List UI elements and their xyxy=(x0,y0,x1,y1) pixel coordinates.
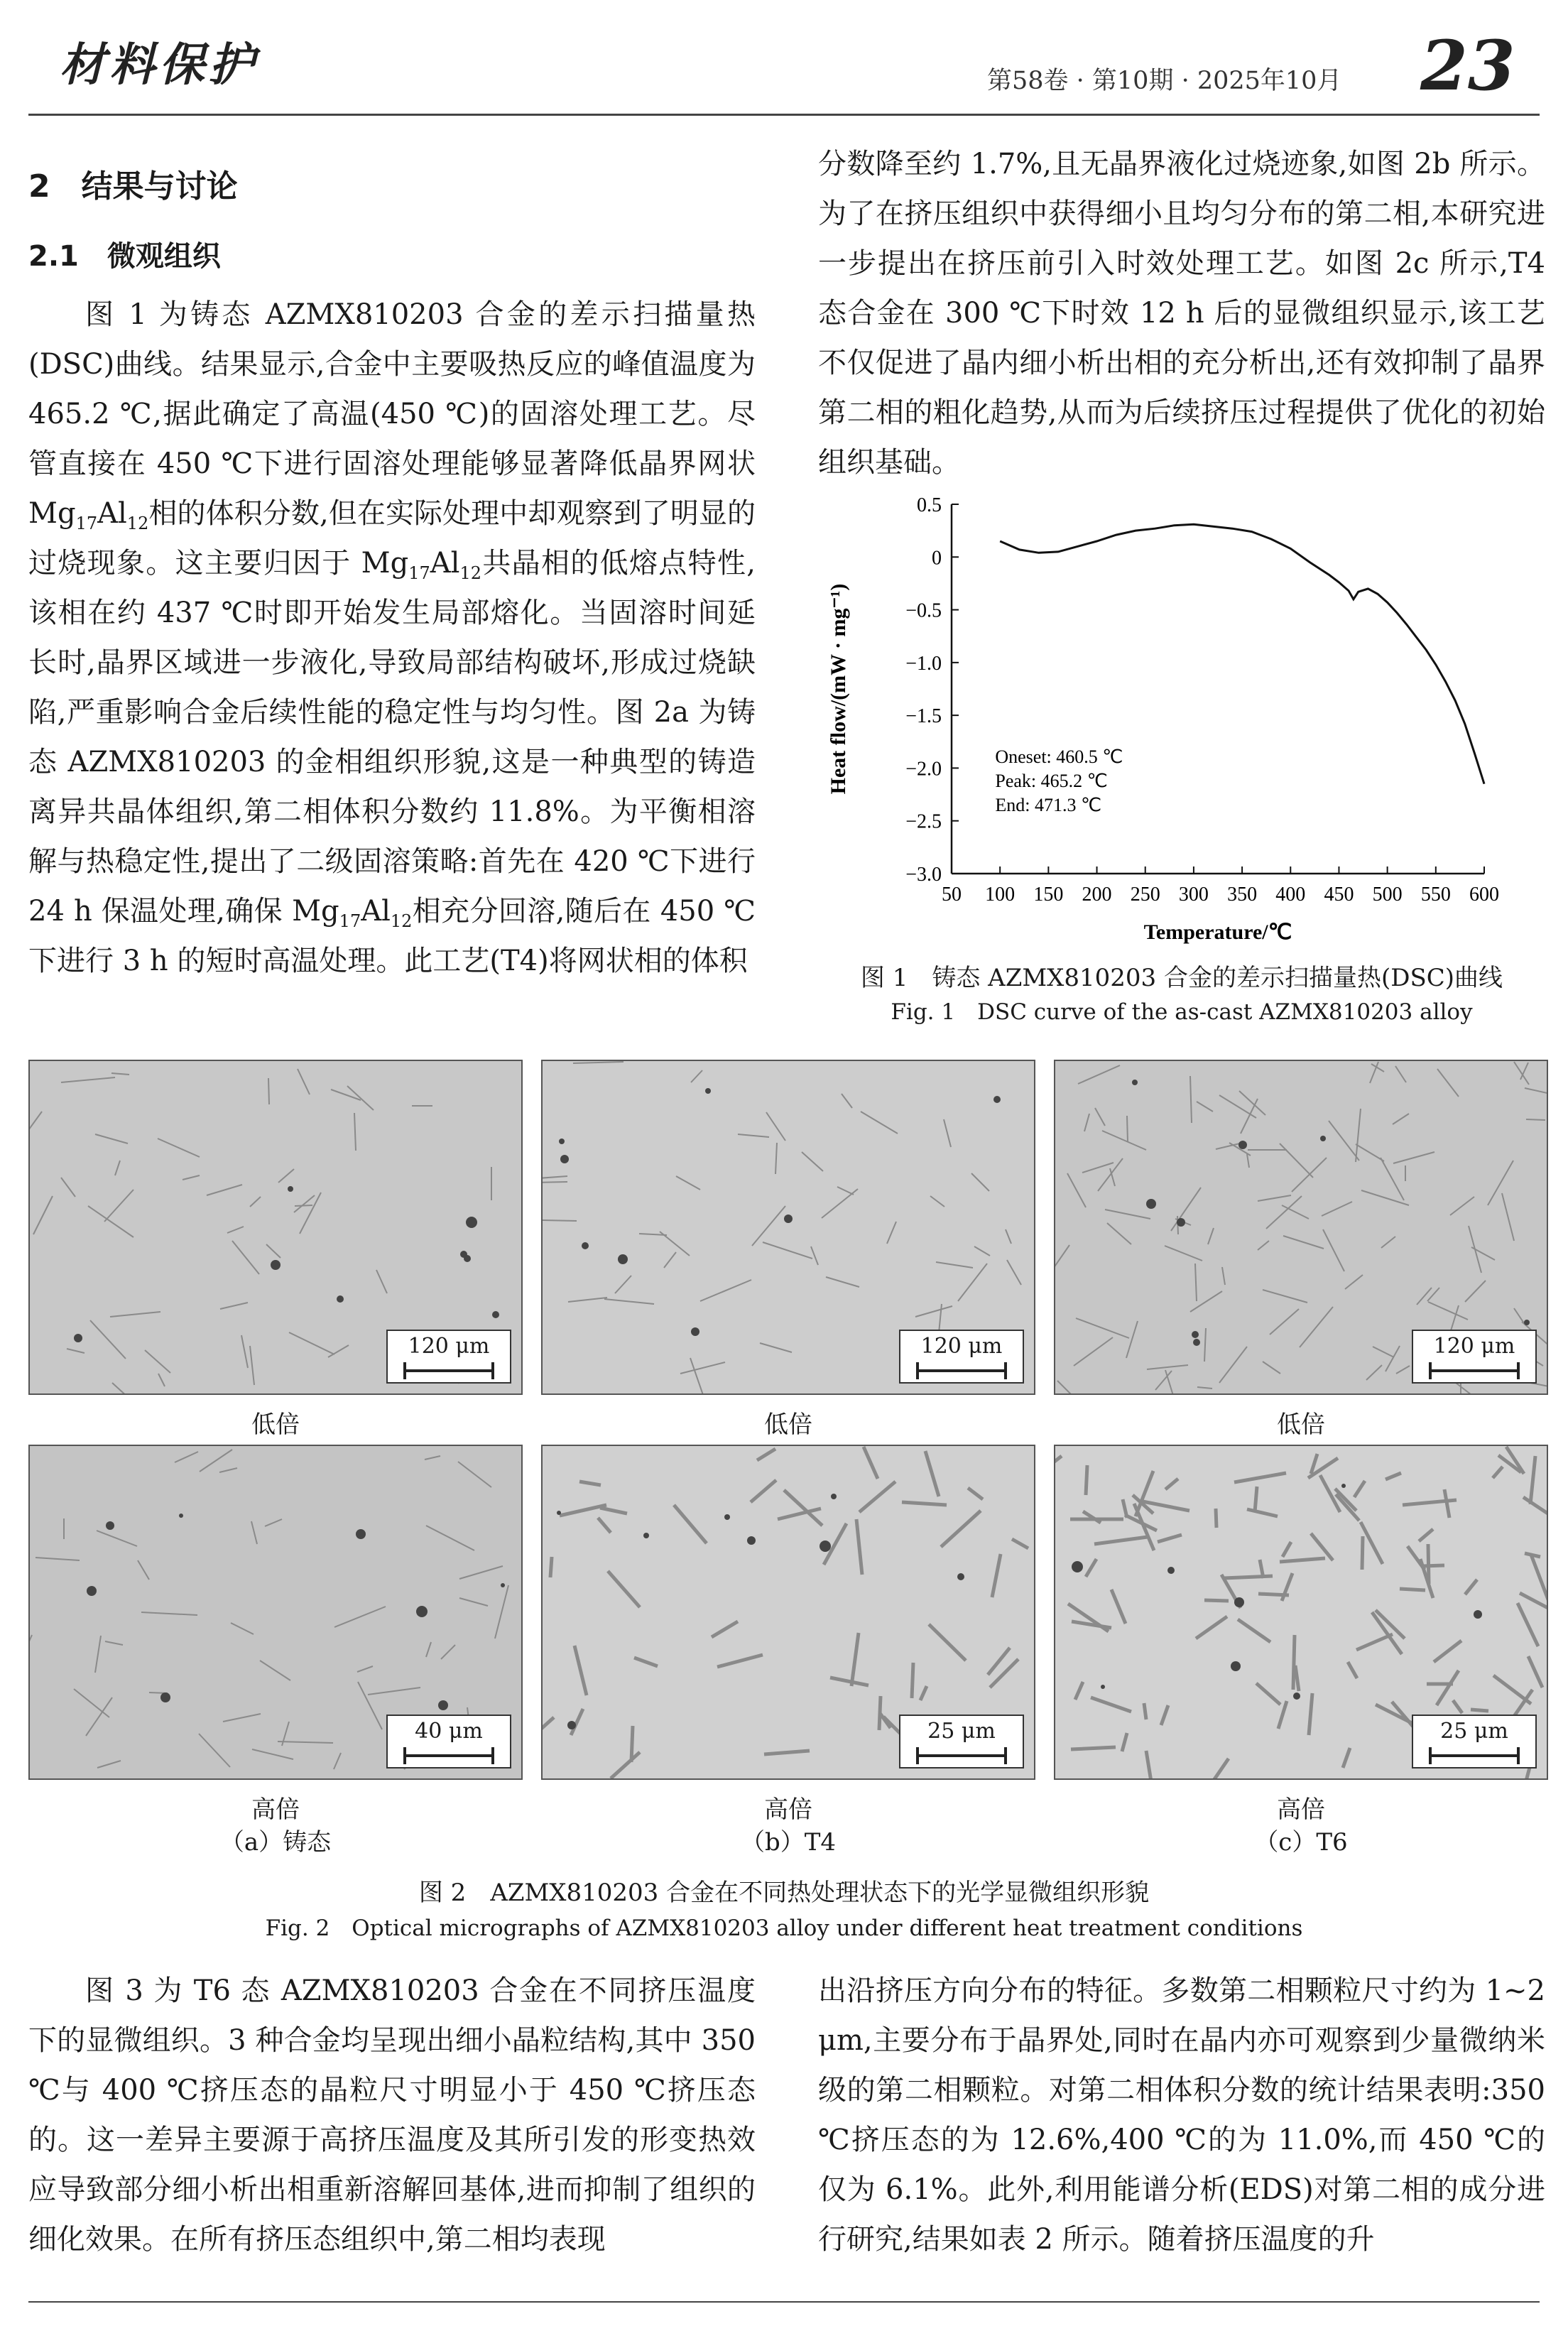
y-tick-label: −0.5 xyxy=(905,599,942,622)
left-column-bottom xyxy=(28,1966,756,2264)
scale-bar-line xyxy=(916,1754,1007,1757)
figure2-caption-en: Fig. 2 Optical micrographs of AZMX810203 alloy under different heat treatment conditions xyxy=(265,1916,1303,1941)
micrograph-t6-low xyxy=(1054,1060,1548,1395)
scale-bar xyxy=(1412,1715,1537,1768)
micrograph-ascast-high xyxy=(28,1445,523,1780)
micrograph-t4-high xyxy=(541,1445,1035,1780)
scale-bar-label: 120 μm xyxy=(920,1334,1003,1359)
header-rule xyxy=(28,114,1540,116)
subfigure-a-label: （a）铸态 xyxy=(219,1828,332,1857)
paragraph-2-continued: 出沿挤压方向分布的特征。多数第二相颗粒尺寸约为 1~2 μm,主要分布于晶界处,同时在晶内亦可观察到少量微纳米级的第二相颗粒。对第二相体积分数的统计结果表明:350 ℃挤压态的为 12.6%,400 ℃的为 11.0%,而 450 ℃的仅为 6.1%。此外,利用能谱分析(EDS)对第二相的成分进行研究,结果如表 2 所示。随着挤压温度的升 xyxy=(818,1974,1545,2256)
x-tick-label: 600 xyxy=(1469,884,1499,906)
paragraph-1: 图 1 为铸态 AZMX810203 合金的差示扫描量热(DSC)曲线。结果显示,合金中主要吸热反应的峰值温度为 465.2 ℃,据此确定了高温(450 ℃)的固溶处理工艺。尽管直接在 450 ℃下进行固溶处理能够显著降低晶界网状 $Mg_{17}Al_{12}$相的体积分数,但在实际处理中却观察到了明显的过烧现象。这主要归因于 $Mg_{17}Al_{12}$共晶相的低熔点特性,该相在约 437 ℃时即开始发生局部熔化。当固溶时间延长时,晶界区域进一步液化,导致局部结构破坏,形成过烧缺陷,严重影响合金后续性能的稳定性与均匀性。图 2a 为铸态 AZMX810203 的金相组织形貌,这是一种典型的铸造离异共晶体组织,第二相体积分数约 11.8%。为平衡相溶解与热稳定性,提出了二级固溶策略:首先在 420 ℃下进行 24 h 保温处理,确保 $Mg_{17}Al_{12}$相充分回溶,随后在 450 ℃下进行 3 h 的短时高温处理。此工艺(T4)将网状相的体积 xyxy=(28,298,756,977)
scale-bar-label: 120 μm xyxy=(1433,1334,1515,1359)
right-column-bottom xyxy=(818,1966,1545,2264)
dsc-series-line xyxy=(1000,524,1484,783)
row1-label-b: 低倍 xyxy=(764,1411,812,1439)
subfigure-b-label: （b）T4 xyxy=(740,1828,837,1857)
scale-bar-line xyxy=(1429,1754,1520,1757)
section-title: 2 结果与讨论 xyxy=(28,168,238,205)
micrograph-t4-low xyxy=(541,1060,1035,1395)
scale-bar-line xyxy=(403,1754,494,1757)
page-number: 23 xyxy=(1420,26,1515,106)
x-tick-label: 550 xyxy=(1420,884,1451,906)
subsection-title: 2.1 微观组织 xyxy=(28,240,221,273)
y-tick-label: 0.5 xyxy=(917,494,942,516)
row1-label-c: 低倍 xyxy=(1277,1411,1325,1439)
chart-annotation: Oneset: 460.5 ℃ xyxy=(995,746,1123,767)
x-tick-label: 200 xyxy=(1082,884,1112,906)
scale-bar-label: 25 μm xyxy=(1440,1719,1508,1744)
y-tick-label: −2.0 xyxy=(905,758,942,781)
scale-bar-label: 25 μm xyxy=(927,1719,996,1744)
y-axis-title: Heat flow/(mW · mg⁻¹) xyxy=(827,583,850,795)
y-tick-label: 0 xyxy=(932,547,942,570)
x-tick-label: 450 xyxy=(1324,884,1354,906)
scale-bar xyxy=(899,1330,1024,1384)
micrograph-ascast-low xyxy=(28,1060,523,1395)
figure2-caption-cn: 图 2 AZMX810203 合金在不同热处理状态下的光学显微组织形貌 xyxy=(418,1879,1150,1907)
scale-bar xyxy=(386,1715,511,1768)
scale-bar-line xyxy=(916,1369,1007,1372)
footer-rule xyxy=(28,2301,1540,2303)
x-tick-label: 300 xyxy=(1178,884,1209,906)
x-tick-label: 500 xyxy=(1372,884,1403,906)
row1-label-a: 低倍 xyxy=(251,1411,300,1439)
scale-bar xyxy=(386,1330,511,1384)
y-tick-label: −2.5 xyxy=(905,810,942,833)
row2-label-a: 高倍 xyxy=(251,1795,300,1824)
scale-bar-line xyxy=(403,1369,494,1372)
paragraph-1-continued: 分数降至约 1.7%,且无晶界液化过烧迹象,如图 2b 所示。为了在挤压组织中获得细小且均匀分布的第二相,本研究进一步提出在挤压前引入时效处理工艺。如图 2c 所示,T4 态合金在 300 ℃下时效 12 h 后的显微组织显示,该工艺不仅促进了晶内细小析出相的充分析出,还有效抑制了晶界第二相的粗化趋势,从而为后续挤压过程提供了优化的初始组织基础。 xyxy=(818,148,1545,479)
row2-label-b: 高倍 xyxy=(764,1795,812,1824)
micrograph-t6-high xyxy=(1054,1445,1548,1780)
x-tick-label: 50 xyxy=(942,884,962,906)
x-tick-label: 100 xyxy=(985,884,1016,906)
chart-annotation: Peak: 465.2 ℃ xyxy=(995,771,1108,791)
row2-label-c: 高倍 xyxy=(1277,1795,1325,1824)
scale-bar-line xyxy=(1429,1369,1520,1372)
subfigure-c-label: （c）T6 xyxy=(1254,1828,1348,1857)
issue-info: 第58卷 · 第10期 · 2025年10月 xyxy=(987,67,1342,95)
right-column-top xyxy=(818,139,1545,487)
journal-logo: 材料保护 xyxy=(60,38,258,92)
x-axis-title: Temperature/℃ xyxy=(1143,920,1292,944)
chart-annotation: End: 471.3 ℃ xyxy=(995,795,1102,815)
y-tick-label: −1.0 xyxy=(905,652,942,675)
figure1-caption-cn: 图 1 铸态 AZMX810203 合金的差示扫描量热(DSC)曲线 xyxy=(860,964,1503,992)
figure1-caption-en: Fig. 1 DSC curve of the as-cast AZMX810203 alloy xyxy=(891,999,1473,1025)
x-tick-label: 400 xyxy=(1275,884,1306,906)
left-column-top xyxy=(28,142,756,986)
dsc-chart xyxy=(817,490,1527,959)
scale-bar-label: 40 μm xyxy=(415,1719,483,1744)
y-tick-label: −1.5 xyxy=(905,705,942,728)
scale-bar xyxy=(899,1715,1024,1768)
scale-bar xyxy=(1412,1330,1537,1384)
x-tick-label: 150 xyxy=(1033,884,1064,906)
scale-bar-label: 120 μm xyxy=(408,1334,490,1359)
x-tick-label: 350 xyxy=(1227,884,1258,906)
y-tick-label: −3.0 xyxy=(905,864,942,886)
x-tick-label: 250 xyxy=(1130,884,1160,906)
paragraph-2: 图 3 为 T6 态 AZMX810203 合金在不同挤压温度下的显微组织。3 种合金均呈现出细小晶粒结构,其中 350 ℃与 400 ℃挤压态的晶粒尺寸明显小于 450 ℃挤压态的。这一差异主要源于高挤压温度及其所引发的形变热效应导致部分细小析出相重新溶解回基体,进而抑制了组织的细化效果。在所有挤压态组织中,第二相均表现 xyxy=(28,1974,756,2256)
